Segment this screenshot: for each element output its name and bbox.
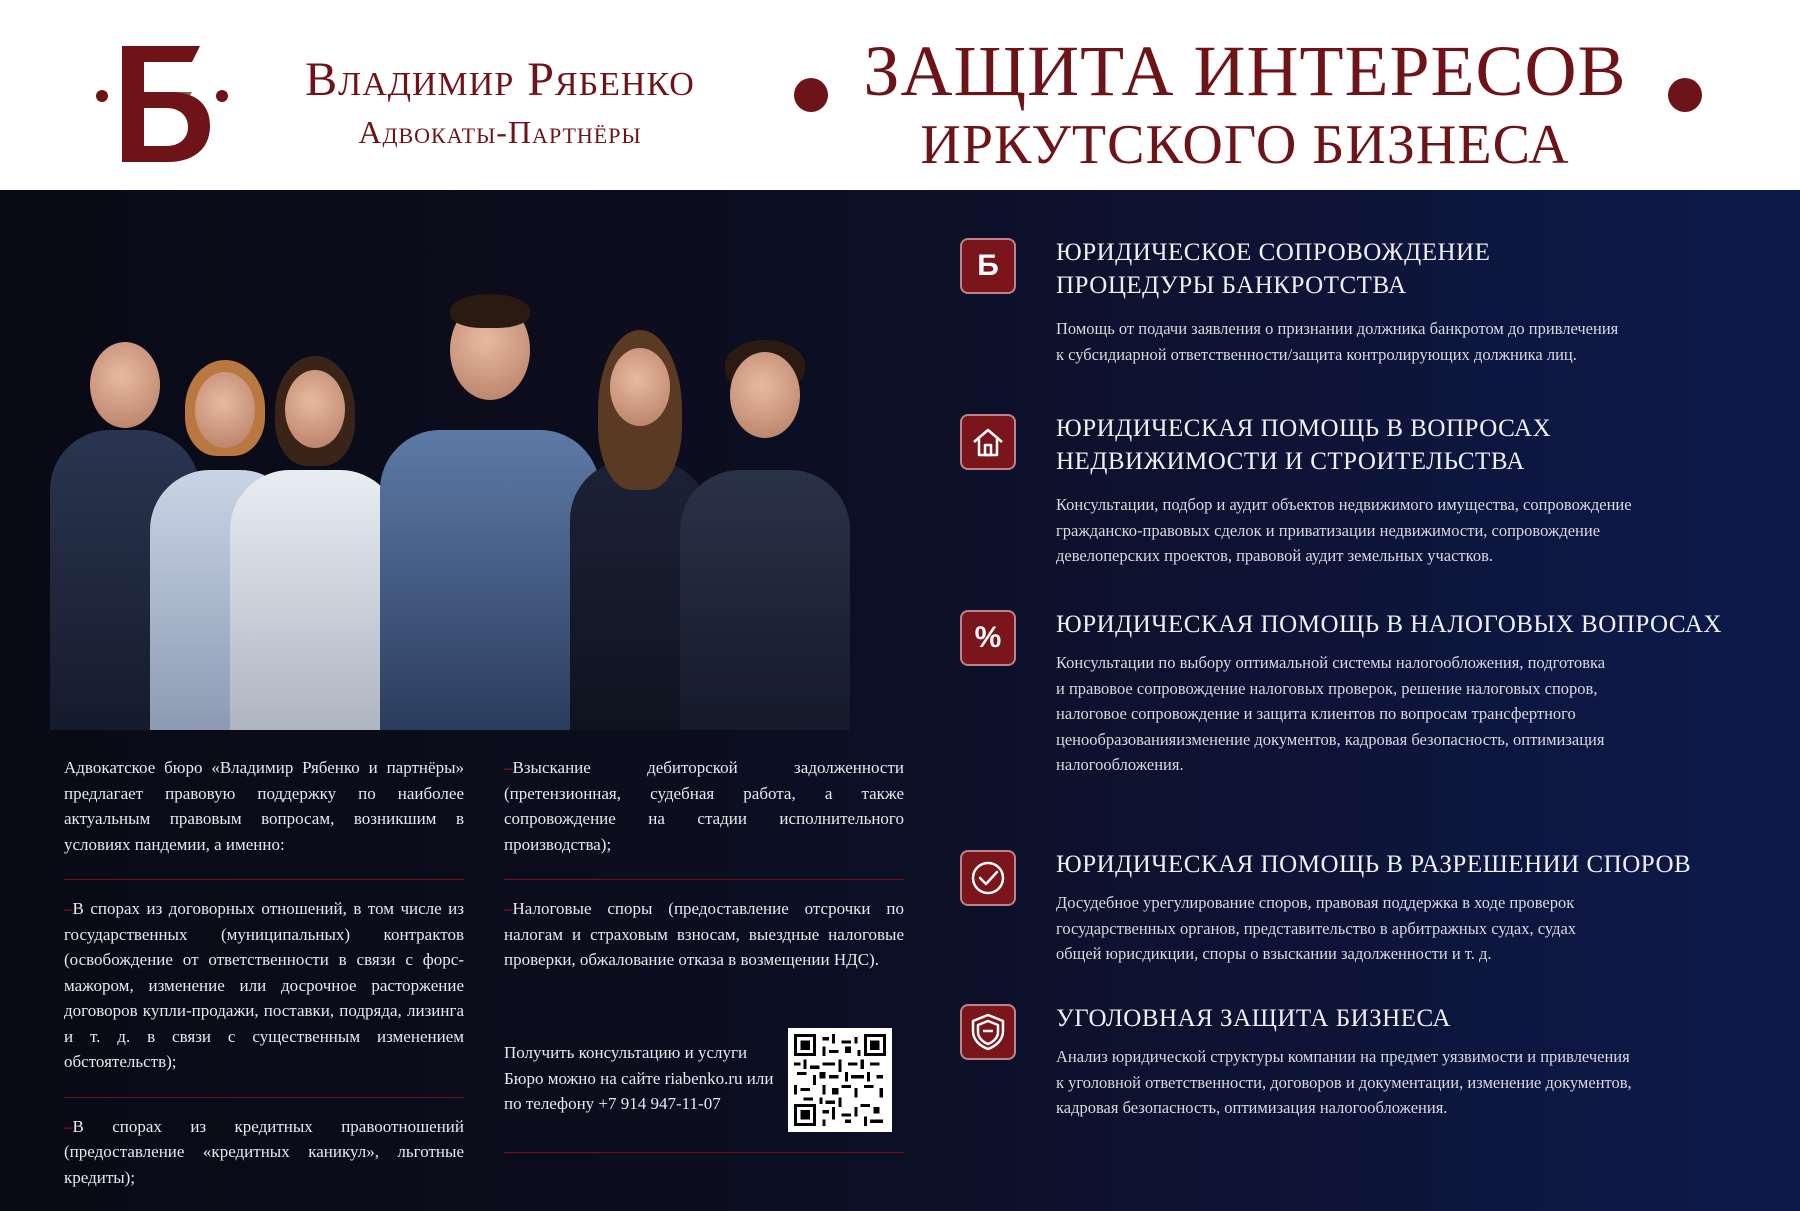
team-photo [30,250,930,730]
brand-name: Владимир Рябенко [305,53,695,106]
service-title: ЮРИДИЧЕСКОЕ СОПРОВОЖДЕНИЕ ПРОЦЕДУРЫ БАНКРОТСТВА [1056,239,1491,299]
letter-b-icon: Б [960,238,1016,294]
intro-column-right [504,755,904,973]
intro-paragraph: Адвокатское бюро «Владимир Рябенко и партнёры» предлагает правовую поддержку по наиболее актуальным правовым вопросам, возникшим в условиях пандемии, а именно: [64,758,464,854]
service-description: Помощь от подачи заявления о признании должника банкротом до привлечения к субсидиарной ответственности/защита контролирующих должника лиц. [1056,319,1619,364]
intro-column-left [64,755,464,1190]
house-icon [960,414,1016,470]
headline-line-1: ЗАЩИТА ИНТЕРЕСОВ [863,31,1627,111]
team-member [680,340,850,730]
decorative-dot [794,78,828,112]
page-title [840,30,1650,178]
divider [64,879,464,880]
service-real-estate [958,412,1758,565]
service-bankruptcy [958,236,1758,366]
header [0,0,1800,190]
service-tax [958,608,1758,778]
brand [260,52,740,152]
checkmark-icon [960,850,1016,906]
brand-subtitle: Адвокаты-Партнёры [358,114,642,150]
shield-icon [960,1004,1016,1060]
list-item: –В спорах из договорных отношений, в том числе из государственных (муниципальных) контрактов (освобождение от ответственности в связи с форс-мажором, изменение или досрочное расторжение договоров купли-продажи, поставки, подряда, лизинга и т. д. в связи с существенным изменением обстоятельств); [64,899,464,1071]
list-item: –Налоговые споры (предоставление отсрочки по налогам и страховым взносам, выездные налоговые проверки, обжалование отказа в возмещении НДС). [504,899,904,969]
service-title: УГОЛОВНАЯ ЗАЩИТА БИЗНЕСА [1056,1005,1451,1032]
service-title: ЮРИДИЧЕСКАЯ ПОМОЩЬ В РАЗРЕШЕНИИ СПОРОВ [1056,851,1692,878]
service-title: ЮРИДИЧЕСКАЯ ПОМОЩЬ В ВОПРОСАХ НЕДВИЖИМОСТИ И СТРОИТЕЛЬСТВА [1056,415,1552,475]
service-description: Анализ юридической структуры компании на предмет уязвимости и привлечения к уголовной ответственности, договоров и документации, изменение документов, кадровая безопасность, оптимизация налогообложения. [1056,1047,1632,1117]
service-description: Консультации, подбор и аудит объектов недвижимого имущества, сопровождение гражданско-правовых сделок и приватизации недвижимости, сопровождение девелоперских проектов, правовой аудит земельных участков. [1056,495,1632,565]
content-panel [0,190,1800,1211]
decorative-dot [1668,78,1702,112]
percent-icon: % [960,610,1016,666]
service-description: Досудебное урегулирование споров, правовая поддержка в ходе проверок государственных органов, представительство в арбитражных судах, судах общей юрисдикции, споры о взыскании задолженности и т. д. [1056,893,1577,963]
contact-text: Получить консультацию и услуги Бюро можно на сайте riabenko.ru или по телефону +7 914 947-11-07 [504,1043,774,1113]
headline-line-2: ИРКУТСКОГО БИЗНЕСА [920,114,1570,176]
service-criminal-defense [958,1002,1758,1122]
list-item: –Взыскание дебиторской задолженности (претензионная, судебная работа, а также сопровождение на стадии исполнительного производства); [504,758,904,854]
divider [64,1097,464,1098]
service-title: ЮРИДИЧЕСКАЯ ПОМОЩЬ В НАЛОГОВЫХ ВОПРОСАХ [1056,611,1722,638]
list-item: –В спорах из кредитных правоотношений (предоставление «кредитных каникул», льготные кредиты); [64,1116,464,1187]
divider [504,879,904,880]
team-member [230,350,400,730]
service-description: Консультации по выбору оптимальной системы налогообложения, подготовка и правовое сопровождение налоговых проверок, решение налоговых споров, налоговое сопровождение и защита клиентов по вопросам трансфертного ценообразованияизменение документов, кадровая безопасность, оптимизация налогообложения. [1056,653,1606,774]
team-member [380,300,600,730]
logo-icon [92,38,232,168]
divider [504,1152,904,1153]
service-disputes [958,848,1758,968]
qr-code[interactable] [788,1028,892,1132]
